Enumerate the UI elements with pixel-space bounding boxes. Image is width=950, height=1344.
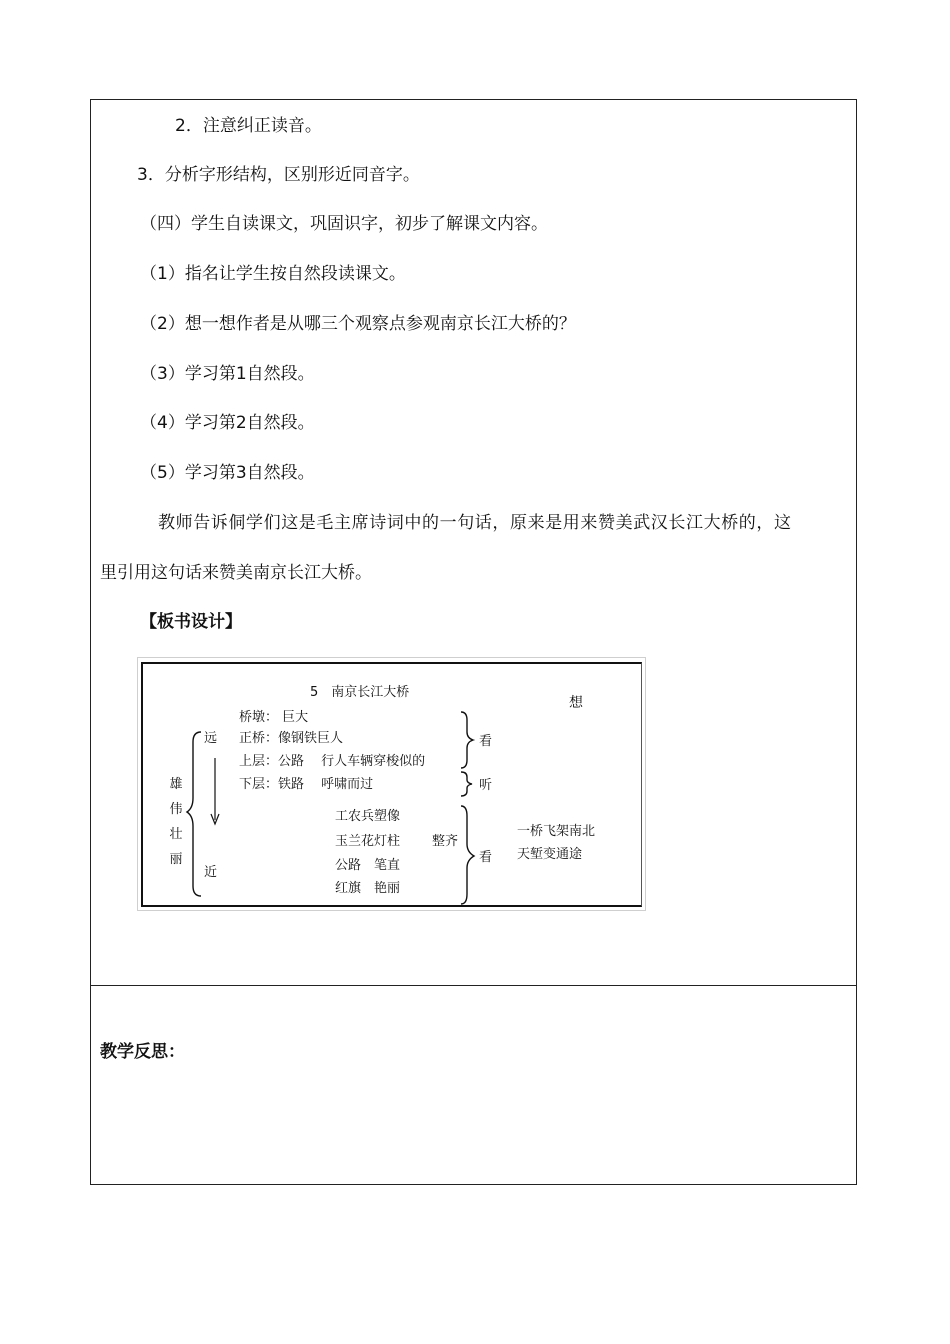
board-near-3: 公路 笔直	[335, 858, 401, 873]
item-2: 2．注意纠正读音。	[175, 116, 322, 136]
step-2: （2）想一想作者是从哪三个观察点参观南京长江大桥的？	[140, 314, 576, 334]
board-near-2: 玉兰花灯柱	[335, 834, 401, 849]
board-near-4: 红旗 艳丽	[335, 881, 401, 896]
brace-look-1	[461, 712, 473, 768]
section-4: （四）学生自读课文，巩固识字，初步了解课文内容。	[140, 214, 548, 234]
board-row-pier: 桥墩： 巨大	[239, 710, 309, 725]
item-3: 3．分析字形结构，区别形近同音字。	[137, 165, 420, 185]
board-title: 5 南京长江大桥	[310, 685, 410, 700]
board-row-upper-deck: 上层：公路 行人车辆穿梭似的	[239, 754, 426, 769]
board-look-2: 看	[479, 850, 493, 865]
step-3: （3）学习第1自然段。	[140, 364, 315, 384]
board-poem-1: 一桥飞架南北	[517, 824, 596, 839]
board-look-1: 看	[479, 734, 493, 749]
board-near-2b: 整齐	[432, 834, 459, 849]
board-near-1: 工农兵塑像	[335, 809, 401, 824]
brace-look-2	[461, 806, 474, 904]
board-listen: 听	[479, 778, 493, 793]
row-divider	[90, 985, 857, 986]
board-near: 近	[204, 865, 218, 880]
paragraph-line-2: 里引用这句话来赞美南京长江大桥。	[100, 563, 372, 583]
board-row-lower-deck: 下层：铁路 呼啸而过	[239, 777, 374, 792]
step-4: （4）学习第2自然段。	[140, 413, 315, 433]
board-design-image	[137, 657, 646, 911]
paragraph-line-1: 教师告诉侗学们这是毛主席诗词中的一句话，原来是用来赞美武汉长江大桥的，这	[158, 513, 792, 533]
board-think: 想	[569, 695, 583, 711]
board-left-vertical: 雄伟壮丽	[169, 777, 183, 867]
brace-listen	[461, 772, 472, 796]
board-design-heading: 【板书设计】	[140, 612, 242, 632]
step-5: （5）学习第3自然段。	[140, 463, 315, 483]
left-brace	[187, 732, 201, 896]
step-1: （1）指名让学生按自然段读课文。	[140, 264, 406, 284]
teaching-reflection-label: 教学反思：	[100, 1042, 185, 1062]
board-row-main-bridge: 正桥：像钢铁巨人	[239, 731, 344, 746]
board-poem-2: 天堑变通途	[517, 847, 583, 862]
board-far: 远	[204, 731, 218, 746]
